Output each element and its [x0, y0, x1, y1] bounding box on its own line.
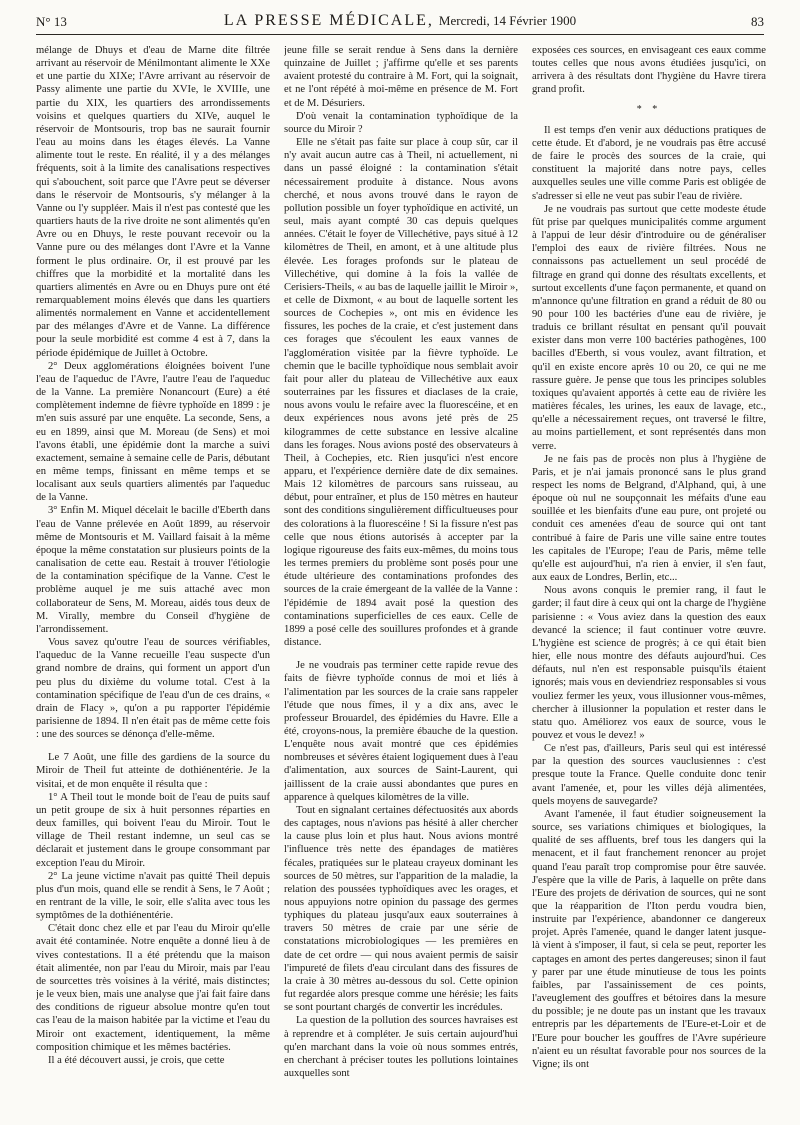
paragraph: jeune fille se serait rendue à Sens dans la dernière quinzaine de Juillet ; j'affirme qu'elle et ses parents avaient protesté du contraire à M. Fort, qui la soignait, et ne l'ont répété à moi-même en présence de M. Fort et de M. Désuriers.: [284, 45, 518, 109]
paragraph: 2° Deux agglomérations éloignées boivent l'une l'eau de l'aqueduc de l'Avre, l'autre l'eau de l'aqueduc de la Vanne. La première Nonancourt (Eure) a été complètement indemne de fièvre typhoïde en 1899 : je m'en suis assuré par une enquête. La seconde, Sens, a eu en 1899, ainsi que M. Moreau (de Sens) et moi l'avons établi, une épidémie dont la marche a suivi exactement, semaine à semaine celle de Paris, débutant en même temps, finissant en même temps et se localisant aux seuls quartiers alimentés par l'aqueduc de la Vanne.: [36, 360, 270, 504]
page-header: [36, 12, 764, 35]
paragraph: Il a été découvert aussi, je crois, que cette: [48, 1054, 225, 1066]
article-body: [36, 44, 766, 1119]
paragraph: D'où venait la contamination typhoïdique de la source du Miroir ?: [284, 110, 518, 135]
column-3: [532, 44, 766, 1119]
column-2: [284, 44, 518, 1119]
paragraph: 1° A Theil tout le monde boit de l'eau de puits sauf un petit groupe de six à huit personnes réparties en deux familles, qui boivent l'eau du Miroir. Tout le village de Theil restant indemne, un seul cas se déclarait et justement dans le groupe consommant par exception l'eau du Miroir.: [36, 791, 270, 869]
column-1: [36, 44, 270, 1119]
paragraph: Le 7 Août, une fille des gardiens de la source du Miroir de Theil fut atteinte de dothiénentérie. Je la visitai, et de mon enquête il résulta que :: [36, 752, 270, 790]
paragraph: Nous avons conquis le premier rang, il faut le garder; il faut dire à ceux qui ont la charge de l'hygiène parisienne : « Vous aviez dans la question des eaux devancé la science; il faut continuer votre œuvre. L'hygiène est science de progrès; à ce qui était bien hier, elle nous montre des défauts aujourd'hui. Ces défauts, nul n'en est responsable puisqu'ils étaient ignorés; mais vous en deviendriez responsables si vous vouliez fermer les yeux, vous illusionner vous-mêmes, chercher à illusionner la population et rester dans le statu quo. Améliorez vos eaux de source, vous le pouvez et vous le devez! »: [532, 585, 766, 741]
paragraph: Vous savez qu'outre l'eau de sources vérifiables, l'aqueduc de la Vanne recueille l'eau suspecte d'un grand nombre de drains, qui forment un apport d'un peu plus du dixième du volume total. C'est à la contamination spécifique de l'eau d'un de ces drains, « drain de Flacy », qu'on a pu rapporter l'épidémie parisienne de 1894. Il n'en était pas de même cette fois : une des sources se dénonça d'elle-même.: [36, 637, 270, 741]
paragraph: Je ne fais pas de procès non plus à l'hygiène de Paris, et je n'ai jamais prononcé sans le plus grand respect les noms de Belgrand, d'Alphand, qui, à une époque où nul ne soupçonnait les méfaits d'une eau souillée et les bienfaits d'une eau pure, ont projeté ou conduit ces amenées d'eau de source qui ont tant contribué à faire de Paris une ville saine entre toutes les capitales de l'Europe; l'eau de Paris, même telle qu'elle est aujourd'hui, n'a rien à envier, il s'en faut, aux eaux de Londres, Berlin, etc...: [532, 453, 766, 584]
paragraph: 3° Enfin M. Miquel décelait le bacille d'Eberth dans l'eau de Vanne prélevée en Août 1899, au réservoir même de Montsouris et M. Vaillard faisait à la même époque la même constatation sur plusieurs points de la canalisation de cette eau. Restait à trouver l'étiologie de la contamination spécifique de la Vanne. C'est le problème auquel je me suis attaché avec mon collaborateur de Sens, M. Moreau, aidés tous deux de M. Virally, membre du Conseil d'hygiène de l'arrondissement.: [36, 505, 270, 635]
issue-date: Mercredi, 14 Février 1900: [438, 13, 577, 28]
paragraph: exposées ces sources, en envisageant ces eaux comme toutes celles que nous avons étudiées jusqu'ici, on arrivera à des résultats dont l'hygiène du Havre tirera grand profit.: [532, 45, 766, 96]
issue-number: N° 13: [36, 14, 67, 29]
paragraph: La question de la pollution des sources havraises est à reprendre et à compléter. Je suis certain aujourd'hui qu'en marchant dans la voie où nous sommes entrés, en cherchant à préciser toutes les pollutions lointaines auxquelles sont: [284, 1015, 518, 1080]
paragraph: mélange de Dhuys et d'eau de Marne dite filtrée arrivant au réservoir de Ménilmontant alimente le XXe et une partie du XIXe; l'Avre arrivant au réservoir de Passy alimente une partie du XVIe, le XVIIIe, une partie du XIX, les quartiers des arrondissements voisins et quelques quartiers du XIVe, auquel le réservoir de Montsouris, trop bas ne saurait fournir l'eau au moins dans les étages élevés. La Vanne alimente tout le reste. En réalité, il y a des mélanges fréquents, soit à la limite des canalisations respectives qui s'abouchent, soit parce que l'Avre peut se déverser dans le réservoir de Montsouris, s'y mélanger à la Vanne ou l'y suppléer. Mais il n'est pas contesté que les quartiers hauts de la rive droite ne sont alimentés qu'en Avre ou en Dhuys, le reste pouvant recevoir ou la Vanne pure ou des mélanges dont l'Avre et la Vanne forment le plus ordinaire. Or, il est prouvé par les chiffres que la morbidité et la mortalité dans les quartiers alimentés en Avre ou en Dhuys pure ont été remarquablement moins élevés que dans les quartiers alimentés normalement en Vanne et accidentellement par des mélanges d'Avre et de Vanne. La différence pour la seule morbidité est comme 4 est à 7, dans la période épidémique de Juillet à Octobre.: [36, 45, 270, 359]
paragraph: Avant l'amenée, il faut étudier soigneusement la source, ses variations chimiques et biologiques, la qualité de ses affluents, bref tous les dangers qui la menacent, et il faut franchement renoncer au projet quand l'eau paraît trop compromise pour être sauvée. J'espère que la ville de Paris, à laquelle on prête dans l'Eure des projets de dérivation de sources, qui ne sont que la réapparition de l'Iton perdu voudra bien, instruite par l'expérience, abandonner ce dangereux projet. Après l'amenée, quand le danger latent jusque-là vient à s'imposer, il faut, si cela se peut, reporter les captages en amont des pertes dangereuses; sinon il faut y parer par une étude minutieuse de tous les points faibles, par l'assainissement de ces points, l'aveuglement des gouffres et bétoires dans la mesure du possible; je ne doute pas un instant que les travaux entrepris par les départements de l'Eure-et-Loir et de l'Eure pour boucher les gouffres de l'Avre supérieure n'aient eu un résultat favorable pour nos sources de la Vigne; ils ont: [532, 808, 766, 1070]
section-separator: * *: [636, 103, 662, 115]
paragraph: Il est temps d'en venir aux déductions pratiques de cette étude. Et d'abord, je ne voudrais pas être accusé de faire le procès des sources de la craie, qui constituent la majorité dans notre pays, celles auxquelles seules une ville comme Paris est obligée de s'adresser si elle ne veut pas subir l'eau de rivière.: [532, 124, 766, 202]
paragraph: C'était donc chez elle et par l'eau du Miroir qu'elle avait été contaminée. Notre enquête a donné lieu à de vives contestations. Il a été prétendu que la maison était alimentée, non par l'eau du Miroir, mais par l'eau de sourcettes très voisines à la vérité, mais distinctes; je le veux bien, mais une analyse que j'ai fait faire dans des conditions de rigueur absolue montre qu'en tout cas l'eau de la maison habitée par la victime et l'eau du Miroir ont exactement, identiquement, la même composition chimique et les mêmes bactéries.: [36, 923, 270, 1053]
paragraph: 2° La jeune victime n'avait pas quitté Theil depuis plus d'un mois, quand elle se rendit à Sens, le 7 Août ; en rentrant de la ville, le soir, elle s'alita avec tous les symptômes de la dothiénentérie.: [36, 870, 270, 922]
page-number: 83: [751, 14, 764, 29]
running-title: [36, 12, 764, 30]
journal-name: LA PRESSE MÉDICALE,: [223, 12, 434, 29]
paragraph: Ce n'est pas, d'ailleurs, Paris seul qui est intéressé par la question des sources vauclusiennes : c'est presque toute la France. Quelle conduite donc tenir avant l'amenée, et, pour les villes déjà alimentées, quels moyens de sauvegarde?: [532, 743, 766, 807]
paragraph: Je ne voudrais pas surtout que cette modeste étude fût prise par quelques municipalités comme argument à l'appui de leur désir d'introduire ou de généraliser l'emploi des eaux de rivière filtrées. Nous ne connaissons pas actuellement un seul procédé de filtrage en grand qui donne des résultats excellents, et surtout excellents d'une façon permanente, et quand on m'annonce qu'une filtration en grand a réduit de 80 ou 90 pour 100 les bactéries d'une eau de rivière, je traduis ce brillant résultat en pensant qu'il pouvait exister dans mon verre 100 bactéries pathogènes, 100 bacilles d'Eberth, si vous voulez, avant filtration, et qu'il en existe encore après 10 ou 20, ce qui ne me rassure guère. Je pense que tous les principes solubles toxiques qu'avaient apportés à cette eau de rivière les matières fécales, les urines, les eaux de lavage, etc., qu'elle a nécessairement reçues, ont traversé le filtre, au moins partiellement, et sont représentés dans mon verre.: [532, 203, 766, 452]
paragraph: Je ne voudrais pas terminer cette rapide revue des faits de fièvre typhoïde connus de moi et liés à l'alimentation par les sources de la craie sans rappeler l'étude que nous fîmes, il y a dix ans, avec le professeur Brouardel, des épidémies du Havre. Elle a été, croyons-nous, la première ébauche de la question. L'enquête nous avait montré que ces épidémies nombreuses et sévères étaient logiquement dues à l'eau d'alimentation, aux sources de Saint-Laurent, qui jaillissent de la craie aussi abondantes que pures en apparence à quelques kilomètres de la ville.: [284, 660, 518, 803]
paragraph: Elle ne s'était pas faite sur place à coup sûr, car il n'y avait aucun autre cas à Theil, ni actuellement, ni dans un passé éloigné : la contamination s'était nécessairement produite à distance. Nous avons cherché, et nous avons trouvé dans le rayon de pollution possible un foyer typhoïdique en activité, un seul, mais ayant compté 30 cas depuis quelques années. C'était le foyer de Villechétive, pays situé à 12 kilomètres de Theil, en amont, et à une altitude plus élevée. Les forages profonds sur le plateau de Villechétive, qui domine à la fois la vallée de Cerisiers-Theils, « au bas de laquelle jaillit le Miroir », et celle de Dixmont, « au bout de laquelle sortent les sources de Cochepies », ont mis en évidence les fissures, les poches de la craie, et c'est justement dans ces forages que s'écoulent les eaux vannes de l'agglomération visitée par la fièvre typhoïde. Le chemin que le bacille typhoïdique nous semblait avoir fait pour aller du plateau de Villechétive aux eaux souterraines par les fissures et diaclases de la craie, nous avons voulu le refaire avec la fluorescéine, et en deux expériences nous avons jeté près de 25 kilogrammes de cette substance en lessive alcaline dans les forages. Nous avions posté des observateurs à Theil, à Cochepies, etc. Rien jusqu'ici n'est encore apparu, et l'expérience dernière date de dix semaines. Mais 12 kilomètres de parcours sans ruisseau, au début, pour entraîner, et plus de 150 mètres en hauteur sont des conditions singulièrement difficultueuses pour des colorations à la fluorescéine ! Si la fissure n'est pas celle que nous étions autorisés à accepter par la logique rigoureuse des faits eux-mêmes, du moins tous les termes premiers du problème sont posés pour une étude ultérieure des contaminations profondes des sources de la craie émergeant de la vallée de la Vanne : l'épidémie de 1894 avait posé la question des contaminations superficielles de ces eaux. Celle de 1899 a posé celle des souillures profondes et à grande distance.: [284, 137, 518, 649]
paragraph: Tout en signalant certaines défectuosités aux abords des captages, nous n'avions pas hésité à aller chercher la cause plus loin et plus haut. Nous avions montré l'influence très nette des épandages de matières fécales, pratiquées sur le plateau crayeux dominant les sources de 50 mètres, sur l'apparition de la maladie, la relation des poussées typhoïdiques avec les orages, et nous appuyions notre opinion du passage des germes typhiques du plateau jusqu'aux eaux souterraines à travers 50 mètres de craie par une série de constatations microbiologiques — les premières en date de cet ordre — qui nous avaient permis de saisir l'impureté de filets d'eau circulant dans des fissures de la craie à 30 mètres au-dessous du sol. Cette opinion fut regardée alors presque comme une hérésie; les faits se sont pourtant chargés de convertir les incrédules.: [284, 804, 518, 1014]
